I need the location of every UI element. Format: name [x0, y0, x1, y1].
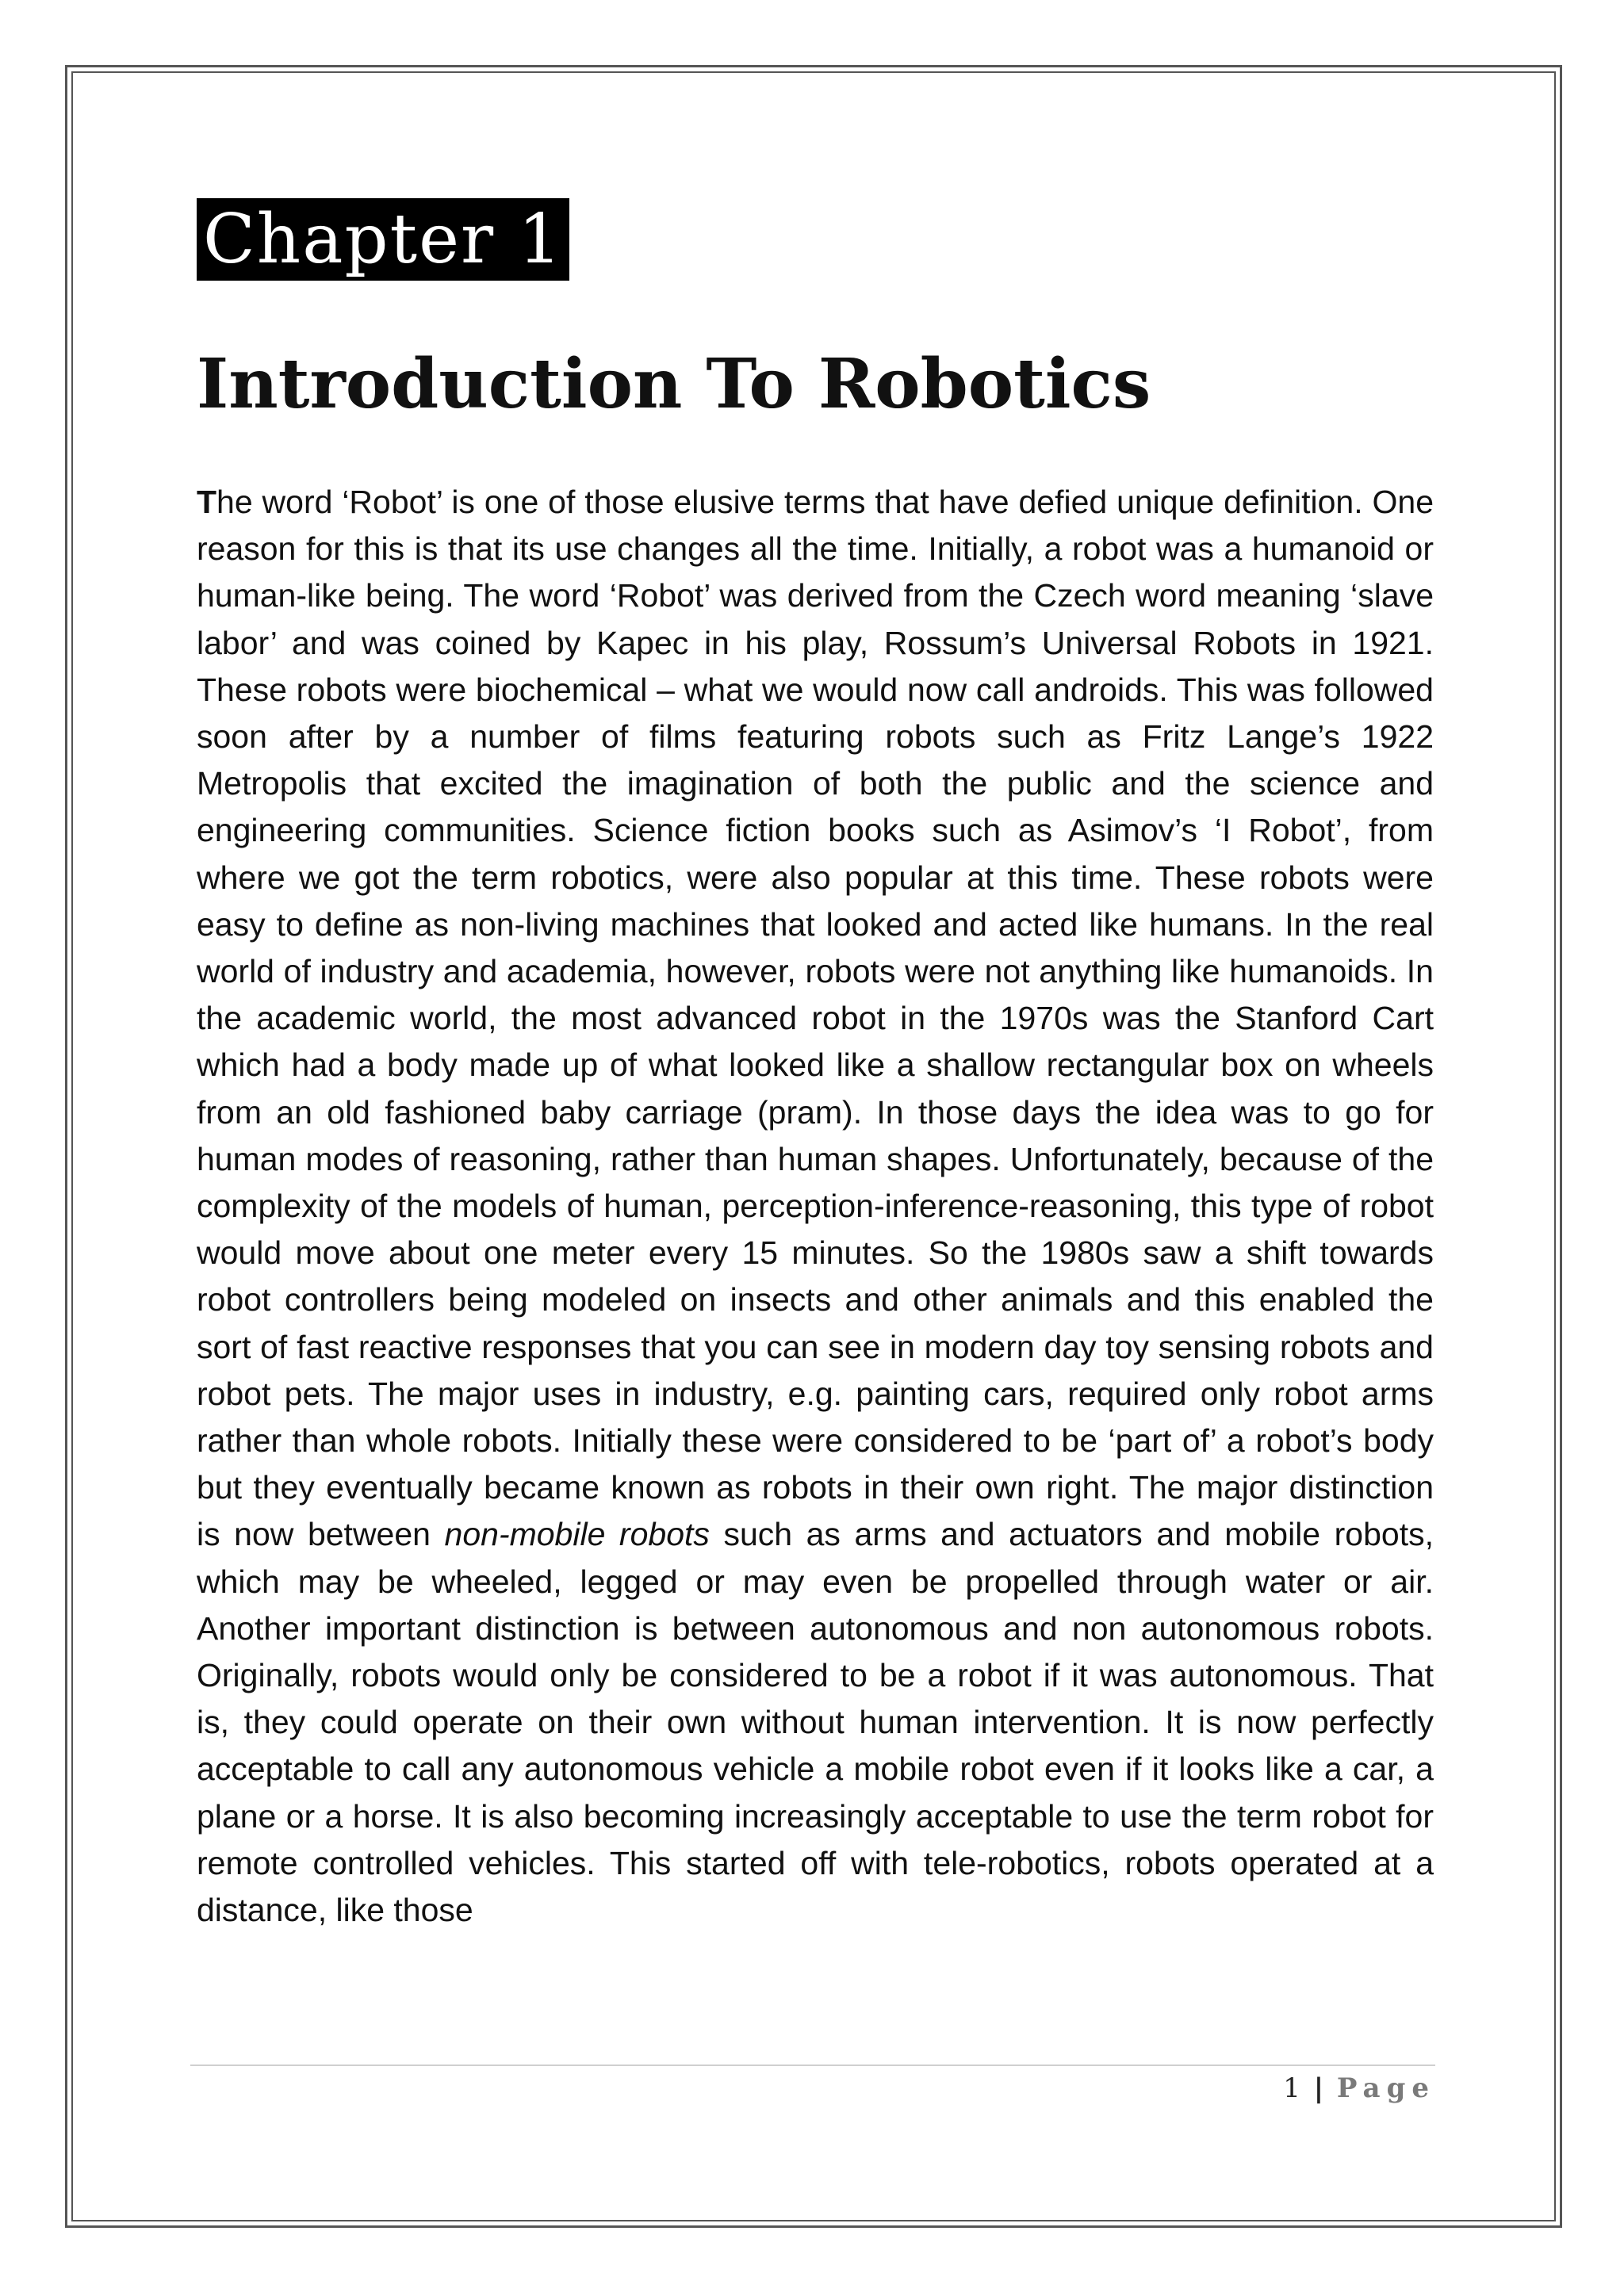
body-text-part-1: he word ‘Robot’ is one of those elusive terms that have defied unique definition. One reason for this is that its use changes all the time. Initially, a robot was a humanoid or human-like being. The word ‘Robot’ was derived from the Czech word meaning ‘slave labor’ and was coined by Kapec in his play, Rossum’s Universal Robots in 1921. These robots were biochemical – what we would now call androids. This was followed soon after by a number of films featuring robots such as Fritz Lange’s 1922 Metropolis that excited the imagination of both the public and the science and engineering communities. Science fiction books such as Asimov’s ‘I Robot’, from where we got the term robotics, were also popular at this time. These robots were easy to define as non-living machines that looked and acted like humans. In the real world of industry and academia, however, robots were not anything like humanoids. In the academic world, the most advanced robot in the 1970s was the Stanford Cart which had a body made up of what looked like a shallow rectangular box on wheels from an old fashioned baby carriage (pram). In those days the idea was to go for human modes of reasoning, rather than human shapes. Unfortunately, because of the complexity of the models of human, perception-inference-reasoning, this type of robot would move about one meter every 15 minutes. So the 1980s saw a shift towards robot controllers being modeled on insects and other animals and this enabled the sort of fast reactive responses that you can see in modern day toy sensing robots and robot pets. The major uses in industry, e.g. painting cars, required only robot arms rather than whole robots. Initially these were considered to be ‘part of’ a robot’s body but they eventually became known as robots in their own right. The major distinction is now between	[197, 484, 1434, 1553]
chapter-title: Introduction To Robotics	[197, 344, 1151, 424]
chapter-label: Chapter 1	[197, 198, 569, 281]
body-text-part-2: such as arms and actuators and mobile robots, which may be wheeled, legged or may even be propelled through water or air. Another important distinction is between autonomous and non autonomous robots. Originally, robots would only be considered to be a robot if it was autonomous. That is, they could operate on their own without human intervention. It is now perfectly acceptable to call any autonomous vehicle a mobile robot even if it looks like a car, a plane or a horse. It is also becoming increasingly acceptable to use the term robot for remote controlled vehicles. This started off with tele-robotics, robots operated at a distance, like those	[197, 1516, 1434, 1929]
page-footer	[1283, 2071, 1435, 2106]
body-paragraph	[197, 479, 1434, 1934]
page-label: Page	[1336, 2072, 1435, 2104]
drop-letter: T	[197, 484, 217, 520]
footer-rule	[190, 2064, 1435, 2066]
body-italic-term: non-mobile robots	[444, 1516, 710, 1553]
page-number: 1	[1283, 2072, 1300, 2104]
page-separator: |	[1313, 2072, 1324, 2104]
